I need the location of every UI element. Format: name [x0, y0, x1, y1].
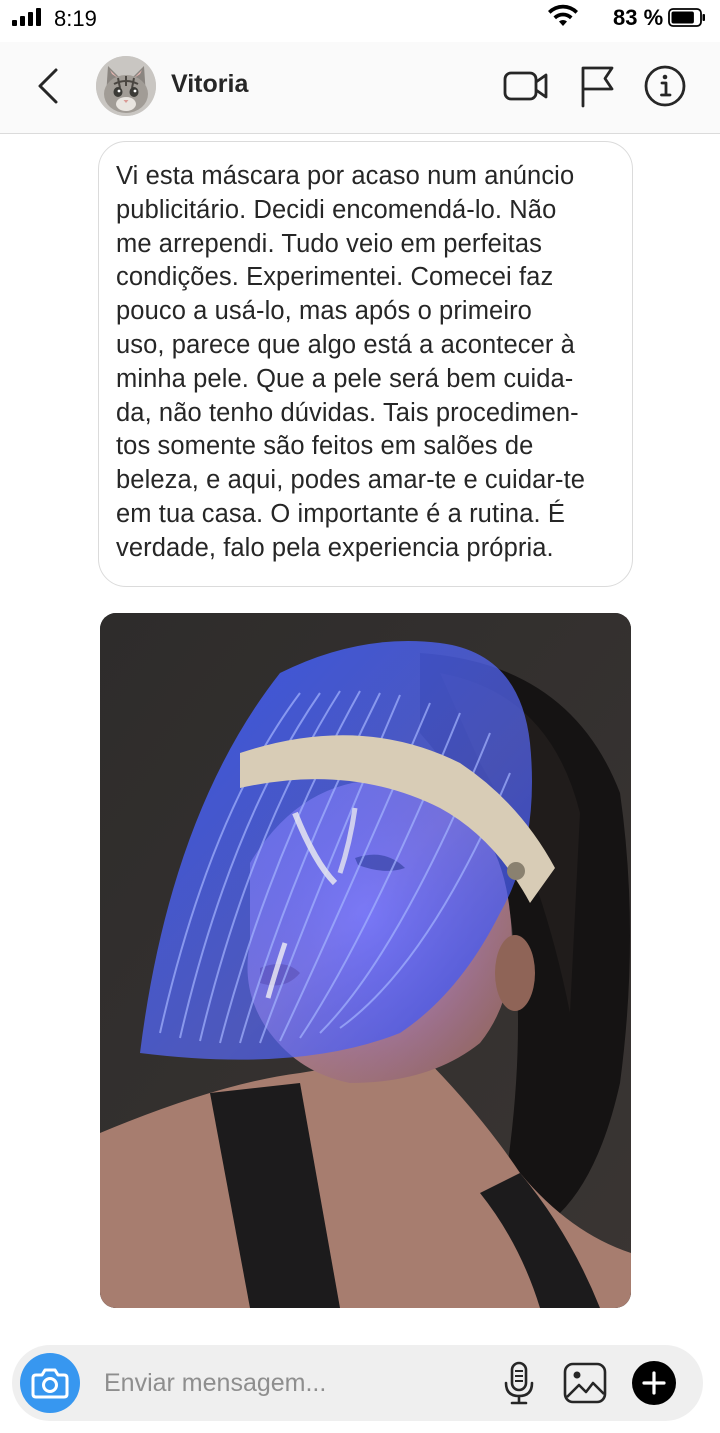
info-icon[interactable] [640, 62, 690, 110]
flag-icon[interactable] [572, 62, 622, 110]
message-composer [12, 1345, 703, 1421]
chat-header [0, 42, 720, 134]
message-line: Vi esta máscara por acaso num anúncio [116, 162, 575, 190]
message-line: verdade, falo pela experiencia própria. [116, 533, 554, 562]
wifi-icon [546, 4, 580, 28]
message-input[interactable] [104, 1363, 484, 1403]
avatar[interactable] [96, 56, 156, 116]
plus-icon [632, 1361, 676, 1405]
led-mask-photo [100, 613, 631, 1308]
message-line: da, não tenho dúvidas. Tais procedimen- [116, 398, 579, 427]
message-line: publicitário. Decidi encomendá-lo. Não [116, 195, 557, 224]
camera-button[interactable] [20, 1353, 80, 1413]
back-chevron-icon[interactable] [28, 64, 68, 108]
gallery-icon[interactable] [562, 1361, 608, 1405]
status-bar [0, 0, 720, 40]
battery-icon [668, 8, 706, 27]
message-line: beleza, e aqui, podes amar-te e cuidar-te [116, 466, 586, 495]
message-line: tos somente são feitos em salões de [116, 432, 534, 461]
message-line: minha pele. Que a pele será bem cuida- [116, 364, 574, 393]
microphone-icon[interactable] [499, 1359, 539, 1407]
camera-icon [20, 1353, 80, 1413]
message-line: pouco a usá-lo, mas após o primeiro [116, 297, 532, 326]
add-button[interactable] [632, 1361, 676, 1405]
message-line: me arrependi. Tudo veio em perfeitas [116, 229, 542, 258]
photo-message[interactable] [100, 613, 631, 1308]
cellular-signal-icon [12, 8, 44, 26]
message-line: condições. Experimentei. Comecei faz [116, 263, 554, 292]
message-line: uso, parece que algo está a acontecer à [116, 330, 575, 359]
contact-name[interactable]: Vitoria [171, 70, 249, 98]
message-text [116, 160, 618, 566]
battery-percentage: 83 % [613, 5, 664, 30]
kitten-avatar-icon [96, 56, 156, 116]
status-time: 8:19 [54, 6, 97, 31]
video-call-icon[interactable] [501, 62, 551, 110]
message-bubble[interactable] [98, 141, 633, 587]
message-line: em tua casa. O importante é a rutina. É [116, 499, 565, 528]
